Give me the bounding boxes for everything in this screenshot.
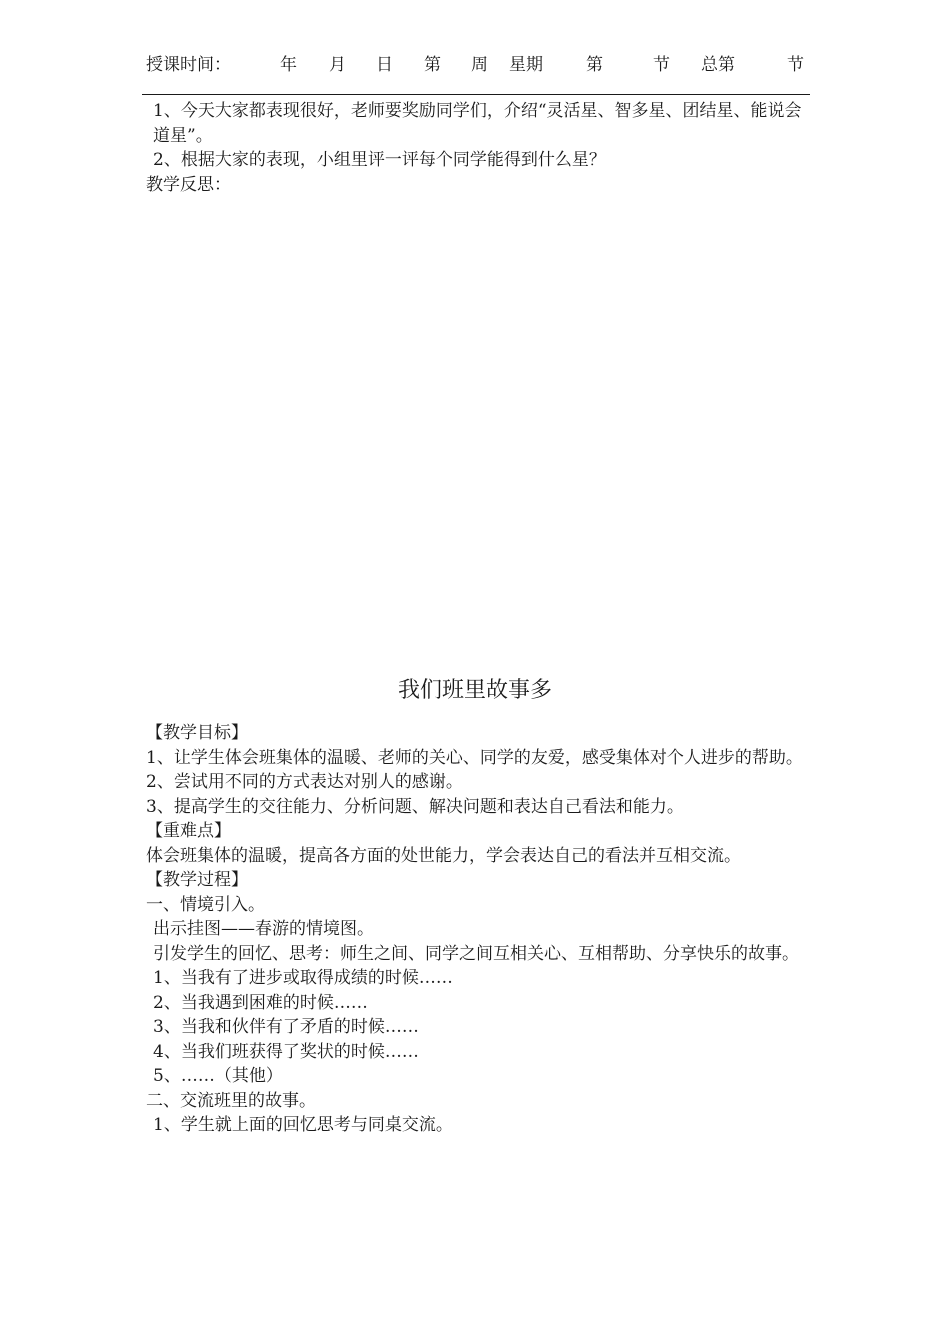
prompt-item: 2、当我遇到困难的时候…… [153,992,368,1013]
step-2-heading: 二、交流班里的故事。 [146,1090,316,1111]
step-1-line: 引发学生的回忆、思考：师生之间、同学之间互相关心、互相帮助、分享快乐的故事。 [153,943,799,964]
week-prefix-label: 第 [424,55,441,75]
lesson-label: 节 [653,55,670,75]
prompt-item: 5、……（其他） [153,1066,283,1086]
goal-item: 3、提高学生的交往能力、分析问题、解决问题和表达自己看法和能力。 [146,796,684,817]
goals-heading: 【教学目标】 [146,723,248,743]
total-prefix-label: 总第 [701,55,735,75]
lesson-body [146,721,810,1138]
prompt-item: 1、当我有了进步或取得成绩的时候…… [153,968,453,988]
top-section [146,99,810,197]
week-label: 周 [471,55,488,75]
lesson-time-label: 授课时间： [146,55,231,75]
lesson-title: 我们班里故事多 [397,678,552,703]
header-divider [142,94,810,95]
reward-item-2: 2、根据大家的表现，小组里评一评每个同学能得到什么星？ [153,150,606,170]
goal-item: 1、让学生体会班集体的温暖、老师的关心、同学的友爱，感受集体对个人进步的帮助。 [146,747,803,768]
step-2-line: 1、学生就上面的回忆思考与同桌交流。 [153,1115,453,1135]
year-label: 年 [280,55,297,75]
lesson-prefix-label: 第 [586,55,603,75]
day-label: 日 [376,55,393,75]
goal-item: 2、尝试用不同的方式表达对别人的感谢。 [146,772,463,792]
key-points-text: 体会班集体的温暖，提高各方面的处世能力，学会表达自己的看法并互相交流。 [146,845,741,866]
lesson-time-header [146,50,810,80]
weekday-label: 星期 [509,55,543,75]
process-heading: 【教学过程】 [146,870,248,890]
key-points-heading: 【重难点】 [146,821,231,841]
prompt-item: 3、当我和伙伴有了矛盾的时候…… [153,1017,419,1037]
step-1-line: 出示挂图——春游的情境图。 [153,919,374,939]
total-label: 节 [787,55,804,75]
prompt-item: 4、当我们班获得了奖状的时候…… [153,1041,419,1062]
step-1-heading: 一、情境引入。 [146,894,265,915]
teaching-reflection-label: 教学反思： [146,174,231,195]
reward-item-1: 1、今天大家都表现很好，老师要奖励同学们，介绍“灵活星、智多星、团结星、能说会道星”。 [153,101,802,146]
month-label: 月 [329,55,346,75]
